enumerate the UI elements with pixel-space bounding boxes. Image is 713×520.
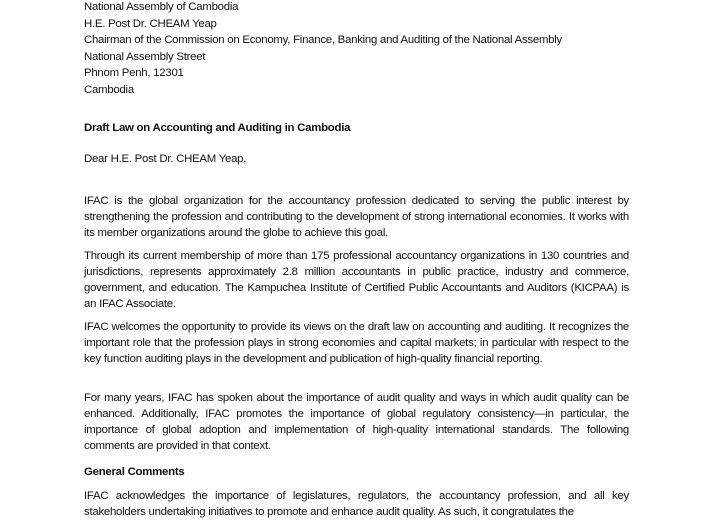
address-line: National Assembly Street	[84, 50, 206, 63]
recipient-address	[84, 0, 629, 98]
body-paragraph: IFAC welcomes the opportunity to provide its views on the draft law on accounting and auditing. It recognizes the important role that the profession plays in strong economies and capital markets; in particular with respect to the key function auditing plays in the development and publication of high-quality financial reporting.	[84, 321, 629, 365]
body-paragraph: For many years, IFAC has spoken about the importance of audit quality and ways in which audit quality can be enhanced. Additionally, IFAC promotes the importance of global regulatory consistency—in particular, the importance of global adoption and implementation of high-quality international standards. The following comments are provided in that context.	[84, 392, 629, 452]
letter-subject: Draft Law on Accounting and Auditing in Cambodia	[84, 122, 351, 134]
address-line: Chairman of the Commission on Economy, Finance, Banking and Auditing of the National Assembly	[84, 34, 562, 46]
address-line: National Assembly of Cambodia	[84, 1, 239, 13]
section-heading: General Comments	[84, 466, 185, 478]
body-paragraph: IFAC acknowledges the importance of legislatures, regulators, the accountancy profession, and all key stakeholders undertaking initiatives to promote and enhance audit quality. As such, it congratulates the	[84, 490, 629, 518]
body-paragraph: IFAC is the global organization for the accountancy profession dedicated to serving the public interest by strengthening the profession and contributing to the development of strong international economies. It works with its member organizations around the globe to achieve this goal.	[84, 195, 629, 239]
letter-salutation: Dear H.E. Post Dr. CHEAM Yeap,	[84, 153, 247, 165]
address-line: H.E. Post Dr. CHEAM Yeap	[84, 17, 217, 30]
address-line: Phnom Penh, 12301	[84, 67, 184, 79]
address-line: Cambodia	[84, 83, 134, 96]
body-paragraph: Through its current membership of more than 175 professional accountancy organizations in 130 countries and jurisdictions, represents approximately 2.8 million accountants in public practice, industry and commerce, government, and education. The Kampuchea Institute of Certified Public Accountants and Auditors (KICPAA) is an IFAC Associate.	[84, 250, 629, 310]
